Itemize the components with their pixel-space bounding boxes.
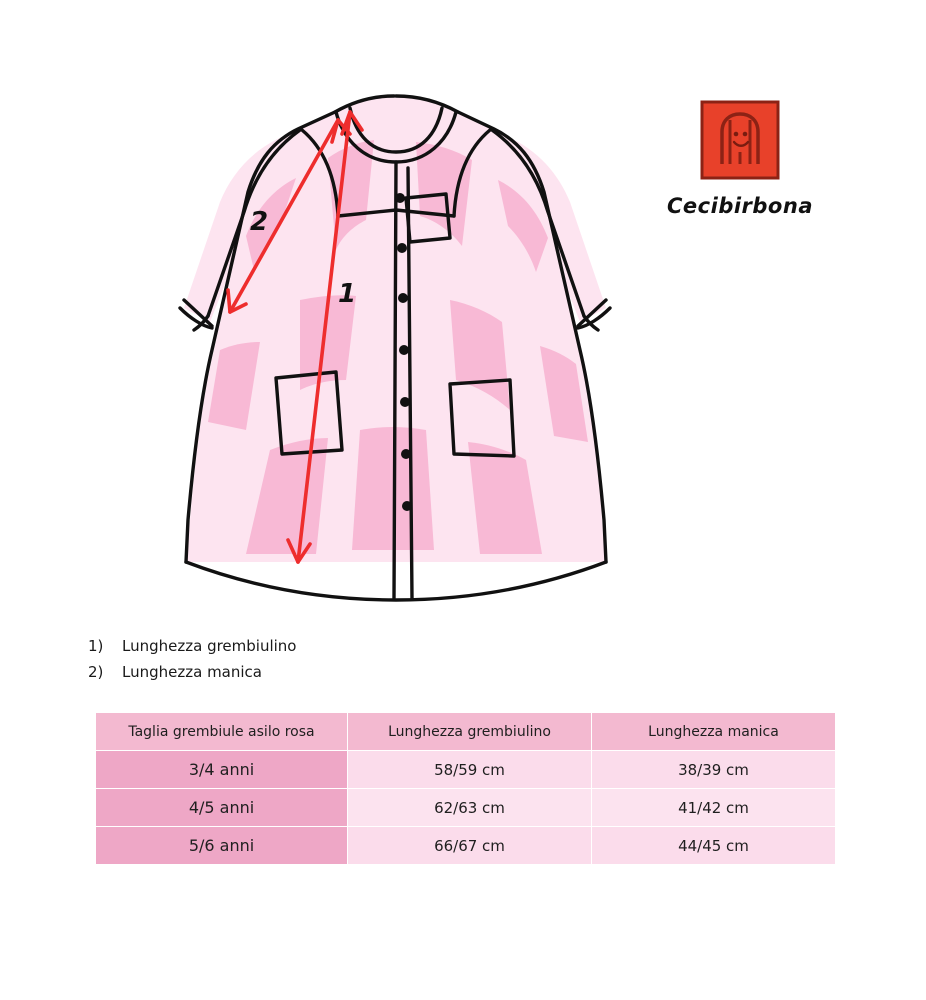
table-header-length: Lunghezza grembiulino: [348, 713, 592, 751]
table-header-sleeve: Lunghezza manica: [592, 713, 836, 751]
legend-item: [88, 633, 588, 659]
brand-name: Cecibirbona: [667, 194, 813, 218]
legend-number: 2): [88, 663, 104, 681]
svg-text:2: 2: [250, 207, 269, 237]
cell-size: 3/4 anni: [96, 751, 348, 789]
legend-item: [88, 659, 588, 685]
brand-block: [640, 100, 840, 218]
table-header-row: [96, 713, 836, 751]
cell-length: 62/63 cm: [348, 789, 592, 827]
legend-number: 1): [88, 637, 104, 655]
legend-label: Lunghezza grembiulino: [122, 637, 297, 655]
cell-size: 4/5 anni: [96, 789, 348, 827]
cell-length: 66/67 cm: [348, 827, 592, 865]
measurement-legend: [88, 633, 588, 685]
size-chart-table: [95, 712, 836, 865]
table-row: [96, 827, 836, 865]
girl-face-logo-icon: [700, 100, 780, 180]
table-row: [96, 789, 836, 827]
svg-text:1: 1: [338, 279, 357, 309]
legend-label: Lunghezza manica: [122, 663, 262, 681]
smock-illustration: [150, 50, 640, 610]
table-header-size: Taglia grembiule asilo rosa: [96, 713, 348, 751]
measure-label-1: [338, 279, 356, 309]
cell-sleeve: 41/42 cm: [592, 789, 836, 827]
cell-sleeve: 38/39 cm: [592, 751, 836, 789]
cell-sleeve: 44/45 cm: [592, 827, 836, 865]
cell-length: 58/59 cm: [348, 751, 592, 789]
cell-size: 5/6 anni: [96, 827, 348, 865]
table-row: [96, 751, 836, 789]
measure-label-2: [250, 207, 268, 237]
